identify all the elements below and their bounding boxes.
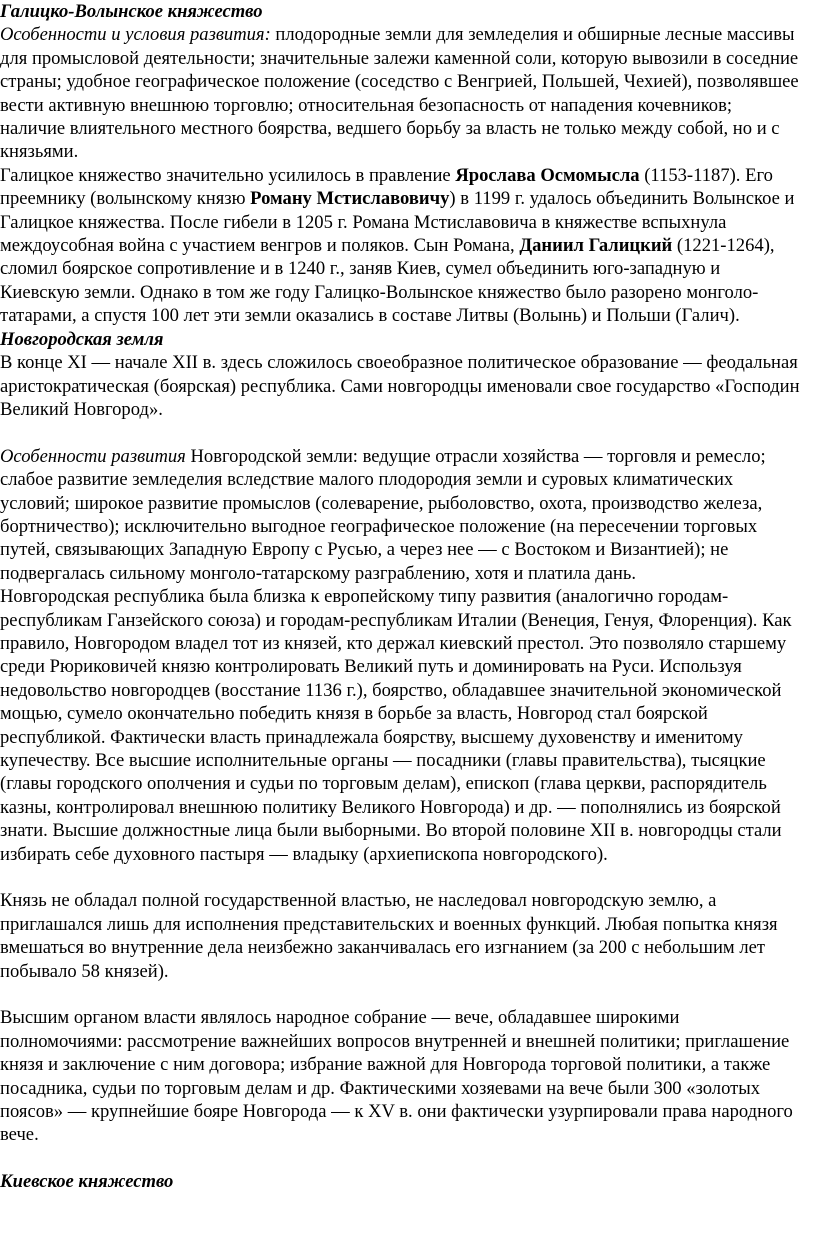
paragraph-gap [0,983,800,1006]
galicia-history-text-a: Галицкое княжество значительно усилилось в правление [0,164,456,186]
galicia-history-text-b: (1153-1187). Его преемнику (волынскому князю [0,164,773,210]
novgorod-intro-paragraph: В конце XI — начале XII в. здесь сложилось своеобразное политическое образование — феодальная аристократическая (боярская) республика. Сами новгородцы именовали свое государство «Господин Великий Новгород». [0,352,800,420]
novgorod-features-label: Особенности развития [0,445,186,467]
novgorod-prince-paragraph: Князь не обладал полной государственной властью, не наследовал новгородскую землю, а приглашался лишь для исполнения представительских и военных функций. Любая попытка князя вмешаться во внутренние дела неизбежно заканчивалась его изгнанием (за 200 с небольшим лет побывало 58 князей). [0,890,778,982]
novgorod-republic-paragraph: Новгородская республика была близка к европейскому типу развития (аналогично городам-республикам Ганзейского союза) и городам-республикам Италии (Венеция, Генуя, Флоренция). Как правило, Новгородом владел тот из князей, кто держал киевский престол. Это позволяло старшему среди Рюриковичей князю контролировать Великий путь и доминировать на Руси. Используя недовольство новгородцев (восстание 1136 г.), боярство, обладавшее значительной экономической мощью, сумело окончательно победить князя в борьбе за власть, Новгород стал боярской республикой. Фактически власть принадлежала боярству, высшему духовенству и именитому купечеству. Все высшие исполнительные органы — посадники (главы правительства), тысяцкие (главы городского ополчения и судьи по торговым делам), епископ (глава церкви, распорядитель казны, контролировал внешнюю политику Великого Новгорода) и др. — пополнялись из боярской знати. Высшие должностные лица были выборными. Во второй половине XII в. новгородцы стали избирать себе духовного пастыря — владыку (архиепископа новгородского). [0,586,792,865]
novgorod-heading: Новгородская земля [0,328,164,350]
galicia-features-paragraph [0,23,800,163]
galicia-features-text: плодородные земли для земледелия и обширные лесные массивы для промысловой деятельности; значительные залежи каменной соли, которую вывозили в соседние страны; удобное географическое положение (соседство с Венгрией, Польшей, Чехией), позволявшее вести активную внешнюю торговлю; относительная безопасность от нападения кочевников; наличие влиятельного местного боярства, ведшего борьбу за власть не только между собой, но и с князьями. [0,24,799,163]
galicia-features-label: Особенности и условия развития: [0,24,271,46]
novgorod-features-paragraph [0,445,800,585]
galicia-history-text-d: (1221-1264), сломил боярское сопротивление и в 1240 г., заняв Киев, сумел объединить юго-западную и Киевскую земли. Однако в том же году Галицко-Волынское княжество было разорено монголо-татарами, а спустя 100 лет эти земли оказались в составе Литвы (Волынь) и Польши (Галич). [0,235,775,327]
paragraph-gap [0,1147,800,1170]
kiev-heading: Киевское княжество [0,1171,174,1193]
paragraph-gap [0,421,800,444]
name-roman: Роману Мстиславовичу [250,188,450,210]
name-yaroslav: Ярослава Осмомысла [455,164,640,186]
galicia-heading: Галицко-Волынское княжество [0,1,263,22]
galicia-history-paragraph [0,164,800,328]
galicia-history-text-c: ) в 1199 г. удалось объединить Волынское и Галицкое княжества. После гибели в 1205 г. Романа Мстиславовича в княжестве вспыхнула междоусобная война с участием венгров и поляков. Сын Романа, [0,188,795,257]
name-daniil: Даниил Галицкий [519,235,673,257]
novgorod-features-text: Новгородской земли: ведущие отрасли хозяйства — торговля и ремесло; слабое развитие земледелия вследствие малого плодородия земли и суровых климатических условий; широкое развитие промыслов (солеварение, рыболовство, охота, производство железа, бортничество); исключительно выгодное географическое положение (на пересечении торговых путей, связывающих Западную Европу с Русью, а через нее — с Востоком и Византией); не подвергалась сильному монголо-татарскому разграблению, хотя и платила дань. [0,445,766,584]
paragraph-gap [0,866,800,889]
novgorod-veche-paragraph: Высшим органом власти являлось народное собрание — вече, обладавшее широкими полномочиями: рассмотрение важнейших вопросов внутренней и внешней политики; приглашение князя и заключение с ним договора; избрание важной для Новгорода торговой политики, а также посадника, судьи по торговым делам и др. Фактическими хозяевами на вече были 300 «золотых поясов» — крупнейшие бояре Новгорода — к XV в. они фактически узурпировали права народного вече. [0,1007,793,1146]
